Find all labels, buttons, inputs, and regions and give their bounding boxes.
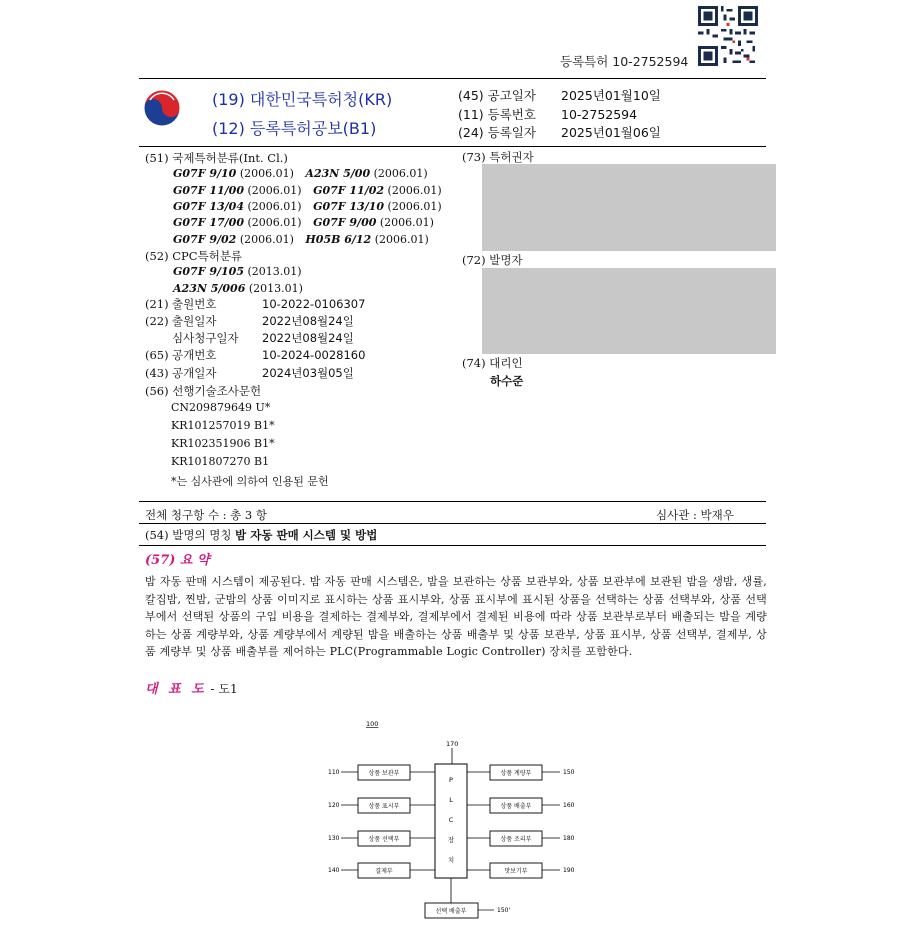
invention-title-value: 밤 자동 판매 시스템 및 방법: [235, 528, 378, 542]
box-label: 상품 선택부: [368, 836, 400, 843]
box-label: 결제부: [375, 868, 393, 875]
ipc-row: [173, 233, 429, 246]
box-label: 상품 계량부: [500, 770, 532, 777]
ref-label: 190: [563, 867, 575, 874]
figure-label: 100: [366, 720, 379, 728]
field-value: 2022년08월24일: [262, 314, 354, 328]
ipc-code: G07F 11/00: [173, 184, 244, 197]
rule-claims-bottom: [139, 523, 766, 524]
representative-drawing-label: 대 표 도: [145, 682, 207, 697]
plc-char: 치: [447, 856, 455, 864]
ref-label: 180: [563, 835, 575, 842]
agent-label: (74) 대리인: [462, 356, 523, 370]
patentee-label: (73) 특허권자: [462, 150, 534, 164]
cpc-row: [173, 282, 303, 295]
plc-char: L: [449, 796, 453, 804]
plc-char: P: [449, 776, 453, 784]
ref-label: 140: [328, 867, 340, 874]
rule-title-bottom: [139, 545, 766, 546]
ipc-year: (2006.01): [247, 216, 302, 229]
field-key: 출원번호: [172, 297, 217, 311]
plc-ref: 170: [446, 740, 459, 748]
ipc-year: (2006.01): [247, 200, 302, 213]
prior-art-item: KR101257019 B1*: [171, 419, 275, 432]
field-value: 2022년08월24일: [262, 331, 354, 345]
representative-figure: [320, 712, 590, 922]
cpc-row: [173, 265, 302, 278]
invention-title: [145, 527, 377, 543]
ipc-year: (2006.01): [387, 184, 442, 197]
ipc-row: [173, 167, 428, 180]
ipc-label: (51) 국제특허분류(Int. Cl.): [145, 151, 288, 165]
qr-code: [698, 6, 758, 66]
ipc-code: G07F 9/00: [313, 216, 377, 229]
prior-art-label: (56) 선행기술조사문헌: [145, 384, 262, 398]
field-number: (21): [145, 297, 169, 311]
ref-label: 160: [563, 802, 575, 809]
cpc-year: (2013.01): [248, 282, 303, 295]
ipc-year: (2006.01): [379, 216, 434, 229]
header-rule-top: [139, 78, 766, 79]
prior-art-item: CN209879649 U*: [171, 401, 271, 414]
ipc-code: G07F 13/10: [313, 200, 385, 213]
ref-label: 130: [328, 835, 340, 842]
ipc-year: (2006.01): [373, 167, 428, 180]
registration-date-label: (24) 등록일자: [458, 125, 536, 140]
plc-char: 장: [447, 836, 455, 844]
field-number: (65): [145, 348, 169, 362]
ipc-row: [173, 184, 442, 197]
box-label: 상품 표시부: [368, 803, 400, 810]
cpc-code: A23N 5/006: [173, 282, 246, 295]
ipc-row: [173, 216, 434, 229]
abstract-text: 밤 자동 판매 시스템이 제공된다. 밤 자동 판매 시스템은, 밤을 보관하는 상품 보관부와, 상품 보관부에 보관된 밤을 생밤, 생률, 칼집밤, 찐밤, 군밤의 상품 이미지로 표시하는 상품 표시부와, 상품 표시부에 표시된 상품을 선택하는 상품 선택부와, 상품 선택부에서 선택된 상품의 구입 비용을 결제하는 결제부와, 결제부에서 결제된 비용에 따라 상품 보관부로부터 배출되는 밤을 계량하는 상품 계량부와, 상품 계량부에서 계량된 밤을 배출하는 상품 배출부 및 상품 보관부, 상품 표시부, 상품 선택부, 결제부, 상품 계량부 및 상품 배출부를 제어하는 PLC(Programmable Logic Controller) 장치를 포함한다.: [145, 575, 767, 658]
field-value: 2024년03월05일: [262, 366, 354, 380]
ipc-year: (2006.01): [387, 200, 442, 213]
registration-number-row: [458, 105, 637, 123]
field-key: 공개번호: [172, 348, 217, 362]
ipc-row: [173, 200, 442, 213]
ipc-code: G07F 9/02: [173, 233, 237, 246]
cpc-code: G07F 9/105: [173, 265, 244, 278]
ref-label: 110: [328, 769, 340, 776]
representative-drawing: [145, 678, 238, 697]
abstract-heading: (57) 요 약: [145, 553, 210, 568]
agent-name: 하수준: [490, 374, 524, 388]
cpc-label: (52) CPC특허분류: [145, 249, 243, 263]
registration-date-value: 2025년01월06일: [561, 125, 661, 140]
field-value: 10-2022-0106307: [262, 297, 366, 311]
application-number-row: [145, 296, 365, 312]
header-rule-bottom: [139, 146, 766, 147]
prior-art-item: KR102351906 B1*: [171, 437, 275, 450]
ipc-code: G07F 11/02: [313, 184, 385, 197]
box-label: 선택 배출부: [435, 908, 467, 915]
ref-label: 150: [563, 769, 575, 776]
prior-art-item: KR101807270 B1: [171, 455, 270, 468]
ref-label: 120: [328, 802, 340, 809]
registration-number-top: 등록특허 10-2752594: [560, 54, 689, 69]
ipc-year: (2006.01): [239, 167, 294, 180]
exam-request-date-row: [145, 330, 354, 346]
examiner: 심사관 : 박재우: [656, 508, 734, 522]
field-key: 심사청구일자: [172, 331, 239, 345]
invention-title-label: (54) 발명의 명칭: [145, 528, 232, 542]
rule-claims-top: [139, 501, 766, 502]
prior-art-note: *는 심사관에 의하여 인용된 문헌: [171, 475, 329, 488]
publication-number-row: [145, 347, 365, 363]
announcement-date-label: (45) 공고일자: [458, 88, 536, 103]
patentee-redacted: [482, 164, 776, 251]
ipc-year: (2006.01): [239, 233, 294, 246]
box-label: 상품 보관부: [368, 770, 400, 777]
box-label: 상품 조리부: [500, 836, 532, 843]
ipc-code: G07F 13/04: [173, 200, 244, 213]
registration-number-label: (11) 등록번호: [458, 107, 536, 122]
ipc-code: A23N 5/00: [305, 167, 371, 180]
application-date-row: [145, 313, 354, 329]
inventor-label: (72) 발명자: [462, 253, 523, 267]
box-label: 상품 배출부: [500, 803, 532, 810]
field-key: 출원일자: [172, 314, 217, 328]
registration-date-row: [458, 123, 661, 141]
ipc-code: G07F 17/00: [173, 216, 244, 229]
publication-type: (12) 등록특허공보(B1): [212, 119, 377, 138]
ipc-year: (2006.01): [247, 184, 302, 197]
total-claims: 전체 청구항 수 : 총 3 항: [145, 508, 267, 522]
field-number: (43): [145, 366, 169, 380]
ipc-code: G07F 9/10: [173, 167, 237, 180]
publication-date-row: [145, 365, 354, 381]
field-value: 10-2024-0028160: [262, 348, 366, 362]
ipc-year: (2006.01): [374, 233, 429, 246]
inventor-redacted: [482, 268, 776, 354]
representative-drawing-value: - 도1: [206, 682, 238, 696]
box-label: 맛보기부: [504, 868, 528, 875]
office-name: (19) 대한민국특허청(KR): [212, 90, 393, 109]
registration-number-value: 10-2752594: [561, 107, 638, 122]
cpc-year: (2013.01): [247, 265, 302, 278]
plc-char: C: [448, 816, 454, 824]
announcement-date-value: 2025년01월10일: [561, 88, 661, 103]
field-key: 공개일자: [172, 366, 217, 380]
kipo-logo: [142, 88, 182, 128]
ref-label: 150': [497, 907, 511, 914]
field-number: (22): [145, 314, 169, 328]
ipc-code: H05B 6/12: [305, 233, 372, 246]
announcement-date-row: [458, 86, 661, 104]
